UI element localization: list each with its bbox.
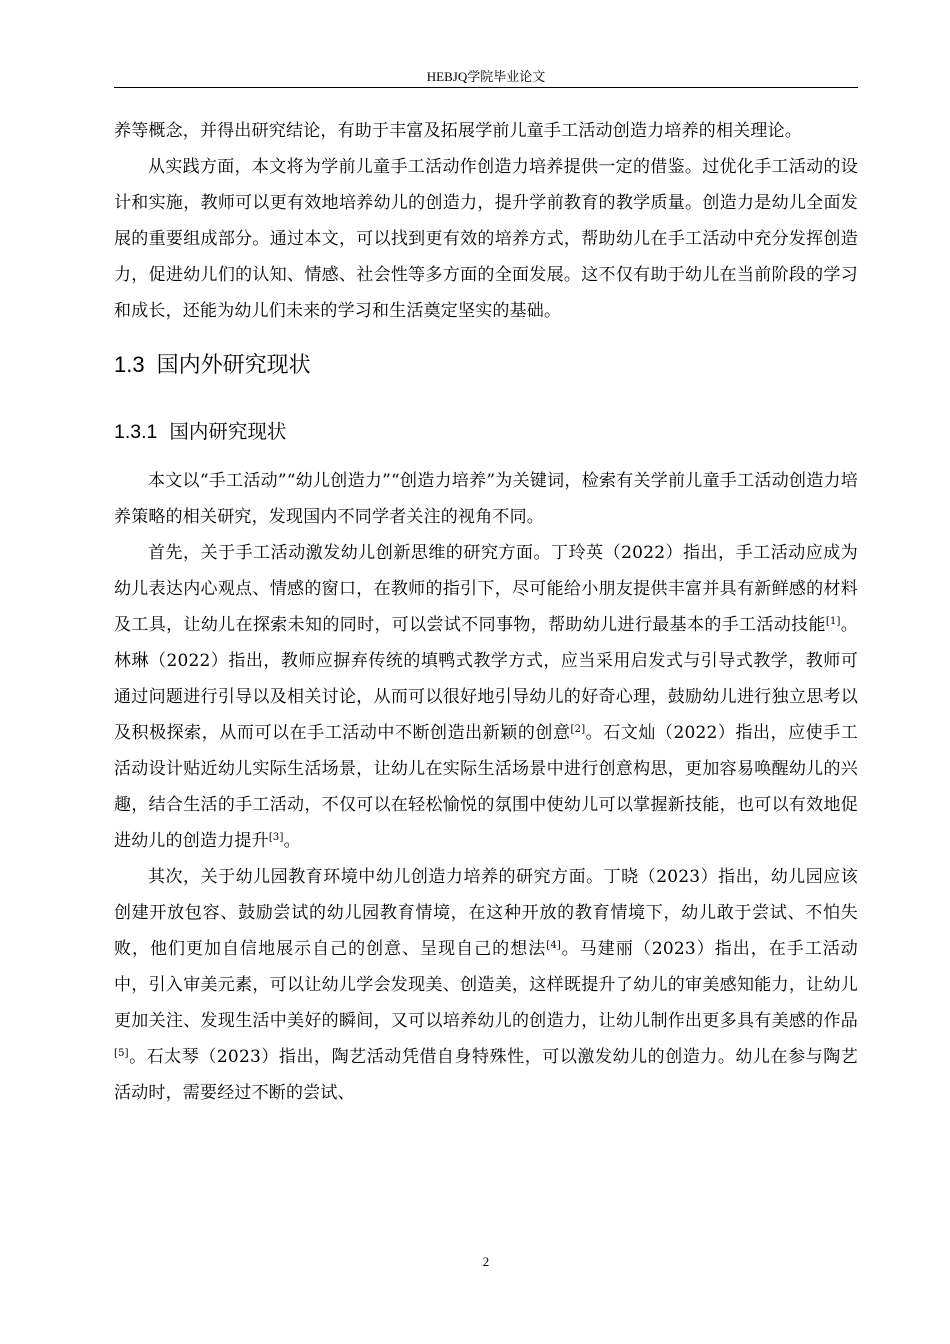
text-run: 。	[283, 831, 301, 851]
subsection-heading-1-3-1	[114, 399, 858, 463]
section-heading-1-3	[114, 339, 858, 399]
paragraph-keywords: 本文以“手工活动”“幼儿创造力”“创造力培养”为关键词，检索有关学前儿童手工活动创造力培养策略的相关研究，发现国内不同学者关注的视角不同。	[114, 471, 858, 527]
page-number: 2	[482, 1254, 490, 1269]
subsection-number: 1.3.1	[114, 421, 158, 443]
paragraph-first	[114, 535, 858, 859]
subsection-title: 国内研究现状	[169, 421, 287, 443]
citation-5[interactable]: [5]	[114, 1048, 129, 1059]
text-run: 。林琳（2022）指出，教师应摒弃传统的填鸭式教学方式，应当采用启发式与引导式教学，教师可通过问题进行引导以及相关讨论，从而可以很好地引导幼儿的好奇心理，鼓励幼儿进行独立思考以及积极探索，从而可以在手工活动中不断创造出新颖的创意	[114, 615, 859, 743]
text-run: 。石太琴（2023）指出，陶艺活动凭借自身特殊性，可以激发幼儿的创造力。幼儿在参与陶艺活动时，需要经过不断的尝试、	[114, 1047, 858, 1103]
body-text	[114, 113, 858, 1111]
running-header: HEBJQ学院毕业论文	[426, 69, 546, 84]
text-run: 其次，关于幼儿园教育环境中幼儿创造力培养的研究方面。丁晓（2023）指出，幼儿园应该创建开放包容、鼓励尝试的幼儿园教育情境，在这种开放的教育情境下，幼儿敢于尝试、不怕失败，他们更加自信地展示自己的创意、呈现自己的想法	[114, 867, 858, 959]
header-divider	[114, 87, 858, 88]
citation-4[interactable]: [4]	[546, 940, 561, 951]
text-run: 首先，关于手工活动激发幼儿创新思维的研究方面。丁玲英（2022）指出，手工活动应成为幼儿表达内心观点、情感的窗口，在教师的指引下，尽可能给小朋友提供丰富并具有新鲜感的材料及工具，让幼儿在探索未知的同时，可以尝试不同事物，帮助幼儿进行最基本的手工活动技能	[114, 543, 858, 635]
citation-1[interactable]: [1]	[825, 616, 841, 627]
paragraph-practice: 从实践方面，本文将为学前儿童手工活动作创造力培养提供一定的借鉴。过优化手工活动的设计和实施，教师可以更有效地培养幼儿的创造力，提升学前教育的教学质量。创造力是幼儿全面发展的重要组成部分。通过本文，可以找到更有效的培养方式，帮助幼儿在手工活动中充分发挥创造力，促进幼儿们的认知、情感、社会性等多方面的全面发展。这不仅有助于幼儿在当前阶段的学习和成长，还能为幼儿们未来的学习和生活奠定坚实的基础。	[114, 157, 858, 321]
section-title: 国内外研究现状	[156, 352, 311, 377]
text-run: 。石文灿（2022）指出，应使手工活动设计贴近幼儿实际生活场景，让幼儿在实际生活场景中进行创意构思，更加容易唤醒幼儿的兴趣，结合生活的手工活动，不仅可以在轻松愉悦的氛围中使幼儿可以掌握新技能，也可以有效地促进幼儿的创造力提升	[114, 723, 859, 851]
section-number: 1.3	[114, 352, 145, 377]
citation-2[interactable]: [2]	[570, 724, 586, 735]
paragraph-second	[114, 859, 858, 1111]
paragraph-continued: 养等概念，并得出研究结论，有助于丰富及拓展学前儿童手工活动创造力培养的相关理论。	[114, 121, 802, 141]
text-run: 。马建丽（2023）指出，在手工活动中，引入审美元素，可以让幼儿学会发现美、创造美，这样既提升了幼儿的审美感知能力，让幼儿更加关注、发现生活中美好的瞬间，又可以培养幼儿的创造力，让幼儿制作出更多具有美感的作品	[114, 939, 858, 1031]
citation-3[interactable]: [3]	[268, 832, 284, 843]
